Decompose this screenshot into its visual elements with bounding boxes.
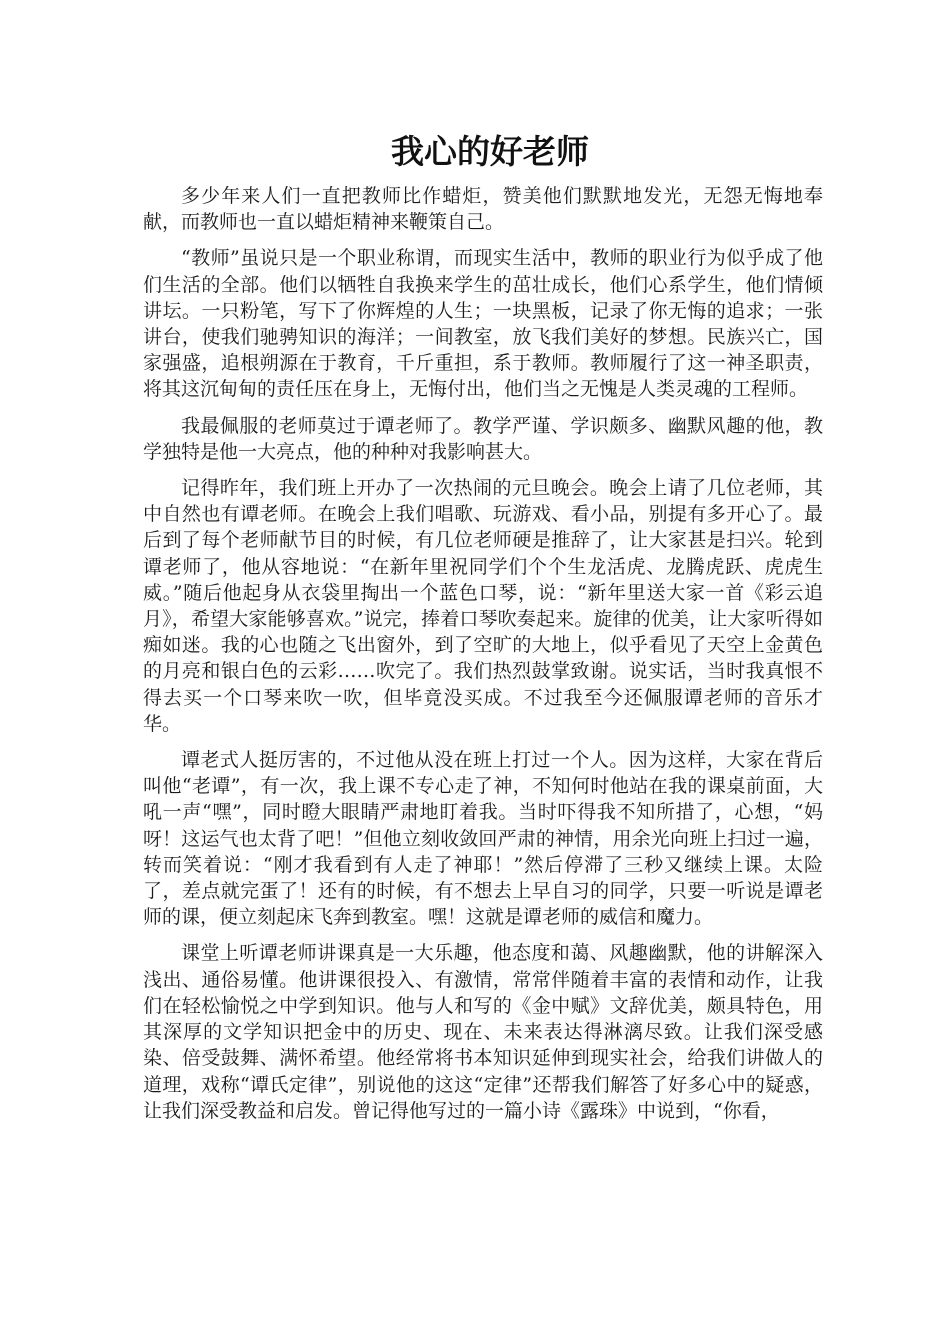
document-title: 我心的好老师 bbox=[391, 132, 589, 171]
paragraph-5: 谭老式人挺厉害的，不过他从没在班上打过一个人。因为这样，大家在背后叫他“老谭”，有一次，我上课不专心走了神，不知何时他站在我的课桌前面，大吼一声“嘿”，同时瞪大眼睛严肃地盯着我。当时吓得我不知所措了，心想，“妈呀！这运气也太背了吧！”但他立刻收敛回严肃的神情，用余光向班上扫过一遍，转而笑着说：“刚才我看到有人走了神耶！”然后停滞了三秒又继续上课。太险了，差点就完蛋了！还有的时候，有不想去上早自习的同学，只要一听说是谭老师的课，便立刻起床飞奔到教室。嘿！这就是谭老师的威信和魔力。 bbox=[143, 749, 823, 929]
paragraph-3: 我最佩服的老师莫过于谭老师了。教学严谨、学识颇多、幽默风趣的他，教学独特是他一大亮点，他的种种对我影响甚大。 bbox=[143, 414, 823, 463]
paragraph-2: “教师”虽说只是一个职业称谓，而现实生活中，教师的职业行为似乎成了他们生活的全部。他们以牺牲自我换来学生的茁壮成长，他们心系学生，他们情倾讲坛。一只粉笔，写下了你辉煌的人生；一块黑板，记录了你无悔的追求；一张讲台，使我们驰骋知识的海洋；一间教室，放飞我们美好的梦想。民族兴亡，国家强盛，追根朔源在于教育，千斤重担，系于教师。教师履行了这一神圣职责，将其这沉甸甸的责任压在身上，无悔付出，他们当之无愧是人类灵魂的工程师。 bbox=[143, 247, 823, 401]
document-body bbox=[143, 183, 823, 1134]
paragraph-1: 多少年来人们一直把教师比作蜡炬，赞美他们默默地发光，无怨无悔地奉献，而教师也一直以蜡炬精神来鞭策自己。 bbox=[143, 185, 823, 234]
paragraph-4: 记得昨年，我们班上开办了一次热闹的元旦晚会。晚会上请了几位老师，其中自然也有谭老师。在晚会上我们唱歌、玩游戏、看小品，别提有多开心了。最后到了每个老师献节目的时候，有几位老师硬是推辞了，让大家甚是扫兴。轮到谭老师了，他从容地说：“在新年里祝同学们个个生龙活虎、龙腾虎跃、虎虎生威。”随后他起身从衣袋里掏出一个蓝色口琴，说：“新年里送大家一首《彩云追月》，希望大家能够喜欢。”说完，捧着口琴吹奏起来。旋律的优美，让大家听得如痴如迷。我的心也随之飞出窗外，到了空旷的大地上，似乎看见了天空上金黄色的月亮和银白色的云彩……吹完了。我们热烈鼓掌致谢。说实话，当时我真恨不得去买一个口琴来吹一吹，但毕竟没买成。不过我至今还佩服谭老师的音乐才华。 bbox=[143, 477, 823, 735]
paragraph-6: 课堂上听谭老师讲课真是一大乐趣，他态度和蔼、风趣幽默，他的讲解深入浅出、通俗易懂。他讲课很投入、有激情，常常伴随着丰富的表情和动作，让我们在轻松愉悦之中学到知识。他与人和写的《金中赋》文辞优美，颇具特色，用其深厚的文学知识把金中的历史、现在、未来表达得淋漓尽致。让我们深受感染、倍受鼓舞、满怀希望。他经常将书本知识延伸到现实社会，给我们讲做人的道理，戏称“谭氏定律”，别说他的这这“定律”还帮我们解答了好多心中的疑惑，让我们深受教益和启发。曾记得他写过的一篇小诗《露珠》中说到，“你看， bbox=[143, 942, 823, 1122]
